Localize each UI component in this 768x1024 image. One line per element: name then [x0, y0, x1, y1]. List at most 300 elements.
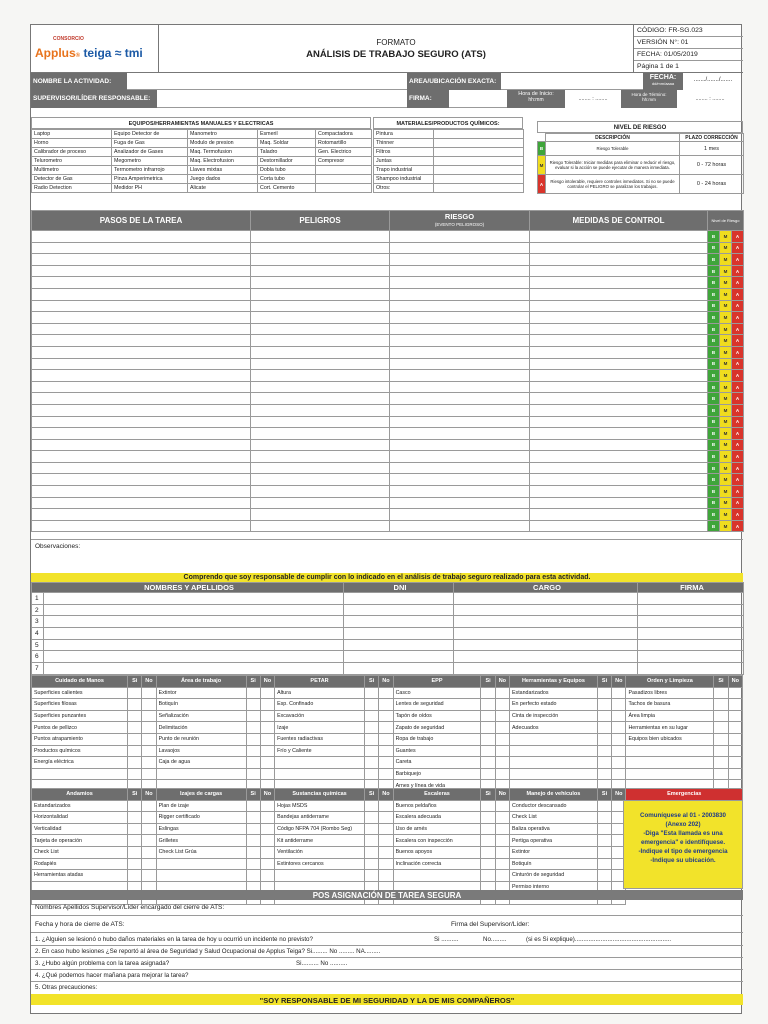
checklist-no-box[interactable]: [495, 812, 509, 824]
checklist-yes-box[interactable]: [364, 823, 378, 835]
risk-level-option[interactable]: M: [720, 346, 732, 358]
equipment-cell[interactable]: Maq. Electrofusion: [188, 157, 258, 166]
checklist-yes-box[interactable]: [481, 846, 495, 858]
equipment-cell[interactable]: Maq. Soldar: [258, 139, 316, 148]
checklist-no-box[interactable]: [260, 733, 274, 745]
checklist-yes-box[interactable]: [128, 699, 142, 711]
risk-level-option[interactable]: B: [708, 509, 720, 521]
hazard-cell[interactable]: [251, 462, 390, 474]
checklist-yes-box[interactable]: [481, 858, 495, 870]
checklist-no-box[interactable]: [728, 768, 742, 780]
risk-level-option[interactable]: M: [720, 300, 732, 312]
hazard-cell[interactable]: [251, 509, 390, 521]
equipment-cell[interactable]: Destornillador: [258, 157, 316, 166]
task-step-cell[interactable]: [32, 381, 251, 393]
hazard-cell[interactable]: [251, 254, 390, 266]
hazard-cell[interactable]: [251, 474, 390, 486]
checklist-yes-box[interactable]: [246, 846, 260, 858]
participant-dni-field[interactable]: [344, 616, 454, 628]
risk-level-option[interactable]: B: [708, 520, 720, 532]
hazard-cell[interactable]: [251, 451, 390, 463]
equipment-cell[interactable]: Analizador de Gases: [112, 148, 188, 157]
question-1-no[interactable]: No.........: [483, 936, 507, 943]
checklist-no-box[interactable]: [260, 846, 274, 858]
checklist-yes-box[interactable]: [597, 757, 611, 769]
risk-level-option[interactable]: A: [732, 393, 744, 405]
hazard-cell[interactable]: [251, 300, 390, 312]
checklist-yes-box[interactable]: [364, 699, 378, 711]
equipment-cell[interactable]: Gen. Electrico: [316, 148, 372, 157]
checklist-no-box[interactable]: [612, 757, 626, 769]
checklist-no-box[interactable]: [142, 757, 156, 769]
checklist-no-box[interactable]: [728, 722, 742, 734]
control-measure-cell[interactable]: [530, 265, 708, 277]
checklist-yes-box[interactable]: [481, 745, 495, 757]
checklist-no-box[interactable]: [260, 835, 274, 847]
checklist-yes-box[interactable]: [481, 699, 495, 711]
hazard-cell[interactable]: [251, 358, 390, 370]
risk-level-option[interactable]: M: [720, 370, 732, 382]
risk-event-cell[interactable]: [390, 474, 530, 486]
task-step-cell[interactable]: [32, 346, 251, 358]
participant-signature-field[interactable]: [638, 651, 744, 663]
checklist-yes-box[interactable]: [597, 733, 611, 745]
risk-level-option[interactable]: M: [720, 265, 732, 277]
hazard-cell[interactable]: [251, 439, 390, 451]
control-measure-cell[interactable]: [530, 254, 708, 266]
checklist-yes-box[interactable]: [128, 757, 142, 769]
risk-level-option[interactable]: A: [732, 300, 744, 312]
task-step-cell[interactable]: [32, 323, 251, 335]
risk-level-option[interactable]: A: [732, 474, 744, 486]
hazard-cell[interactable]: [251, 323, 390, 335]
checklist-yes-box[interactable]: [364, 800, 378, 812]
control-measure-cell[interactable]: [530, 312, 708, 324]
participant-dni-field[interactable]: [344, 663, 454, 675]
equipment-cell[interactable]: Megometro: [112, 157, 188, 166]
equipment-cell[interactable]: Horno: [32, 139, 112, 148]
hazard-cell[interactable]: [251, 335, 390, 347]
checklist-no-box[interactable]: [142, 823, 156, 835]
participant-name-field[interactable]: [44, 651, 344, 663]
participant-name-field[interactable]: [44, 663, 344, 675]
risk-level-option[interactable]: M: [720, 474, 732, 486]
activity-name-field[interactable]: [127, 73, 407, 90]
equipment-cell[interactable]: Telurometro: [32, 157, 112, 166]
checklist-no-box[interactable]: [495, 687, 509, 699]
checklist-yes-box[interactable]: [481, 733, 495, 745]
checklist-no-box[interactable]: [495, 858, 509, 870]
participant-role-field[interactable]: [454, 616, 638, 628]
control-measure-cell[interactable]: [530, 404, 708, 416]
checklist-yes-box[interactable]: [128, 745, 142, 757]
risk-level-option[interactable]: M: [720, 509, 732, 521]
risk-event-cell[interactable]: [390, 312, 530, 324]
task-step-cell[interactable]: [32, 497, 251, 509]
material-field[interactable]: [434, 139, 524, 148]
checklist-no-box[interactable]: [142, 870, 156, 882]
checklist-yes-box[interactable]: [246, 870, 260, 882]
question-1-explain[interactable]: (si es Si explique)........................................................: [526, 936, 672, 943]
checklist-yes-box[interactable]: [364, 835, 378, 847]
task-step-cell[interactable]: [32, 393, 251, 405]
control-measure-cell[interactable]: [530, 462, 708, 474]
equipment-cell[interactable]: Rotomartillo: [316, 139, 372, 148]
checklist-no-box[interactable]: [142, 768, 156, 780]
task-step-cell[interactable]: [32, 439, 251, 451]
checklist-yes-box[interactable]: [246, 722, 260, 734]
risk-level-option[interactable]: B: [708, 277, 720, 289]
risk-event-cell[interactable]: [390, 381, 530, 393]
participant-dni-field[interactable]: [344, 593, 454, 605]
risk-level-option[interactable]: B: [708, 393, 720, 405]
checklist-yes-box[interactable]: [128, 870, 142, 882]
equipment-cell[interactable]: Alicate: [188, 184, 258, 193]
participant-role-field[interactable]: [454, 628, 638, 640]
checklist-no-box[interactable]: [142, 687, 156, 699]
control-measure-cell[interactable]: [530, 439, 708, 451]
risk-event-cell[interactable]: [390, 451, 530, 463]
hazard-cell[interactable]: [251, 346, 390, 358]
equipment-cell[interactable]: Equipo Detector de: [112, 130, 188, 139]
task-step-cell[interactable]: [32, 428, 251, 440]
risk-level-option[interactable]: B: [708, 254, 720, 266]
participant-role-field[interactable]: [454, 604, 638, 616]
control-measure-cell[interactable]: [530, 323, 708, 335]
hazard-cell[interactable]: [251, 416, 390, 428]
risk-level-option[interactable]: B: [708, 288, 720, 300]
equipment-cell[interactable]: Corta tubo: [258, 175, 316, 184]
control-measure-cell[interactable]: [530, 393, 708, 405]
risk-level-option[interactable]: A: [732, 231, 744, 243]
risk-event-cell[interactable]: [390, 254, 530, 266]
risk-level-option[interactable]: B: [708, 486, 720, 498]
risk-event-cell[interactable]: [390, 370, 530, 382]
supervisor-field[interactable]: [157, 90, 407, 108]
checklist-yes-box[interactable]: [481, 812, 495, 824]
hazard-cell[interactable]: [251, 428, 390, 440]
equipment-cell[interactable]: Radio Detection: [32, 184, 112, 193]
start-time-field[interactable]: ........ : ........: [578, 96, 608, 102]
risk-level-option[interactable]: A: [732, 358, 744, 370]
control-measure-cell[interactable]: [530, 428, 708, 440]
equipment-cell[interactable]: Llaves mixtas: [188, 166, 258, 175]
equipment-cell[interactable]: Juego dados: [188, 175, 258, 184]
risk-event-cell[interactable]: [390, 486, 530, 498]
risk-level-option[interactable]: B: [708, 416, 720, 428]
checklist-yes-box[interactable]: [714, 699, 728, 711]
risk-level-option[interactable]: B: [708, 312, 720, 324]
checklist-yes-box[interactable]: [364, 757, 378, 769]
checklist-no-box[interactable]: [495, 722, 509, 734]
risk-event-cell[interactable]: [390, 265, 530, 277]
participant-signature-field[interactable]: [638, 663, 744, 675]
risk-level-option[interactable]: A: [732, 265, 744, 277]
risk-level-option[interactable]: M: [720, 381, 732, 393]
checklist-no-box[interactable]: [260, 722, 274, 734]
equipment-cell[interactable]: Pinza Amperimetrica: [112, 175, 188, 184]
checklist-yes-box[interactable]: [597, 800, 611, 812]
risk-level-option[interactable]: M: [720, 520, 732, 532]
checklist-no-box[interactable]: [379, 812, 393, 824]
equipment-cell[interactable]: [316, 166, 372, 175]
hazard-cell[interactable]: [251, 393, 390, 405]
checklist-no-box[interactable]: [142, 733, 156, 745]
checklist-no-box[interactable]: [142, 699, 156, 711]
checklist-yes-box[interactable]: [128, 800, 142, 812]
risk-level-option[interactable]: A: [732, 509, 744, 521]
checklist-no-box[interactable]: [495, 800, 509, 812]
checklist-yes-box[interactable]: [246, 768, 260, 780]
risk-level-option[interactable]: A: [732, 370, 744, 382]
checklist-yes-box[interactable]: [481, 710, 495, 722]
checklist-no-box[interactable]: [142, 846, 156, 858]
checklist-yes-box[interactable]: [597, 699, 611, 711]
participant-dni-field[interactable]: [344, 639, 454, 651]
task-step-cell[interactable]: [32, 462, 251, 474]
checklist-yes-box[interactable]: [128, 687, 142, 699]
hazard-cell[interactable]: [251, 370, 390, 382]
material-field[interactable]: [434, 157, 524, 166]
checklist-yes-box[interactable]: [128, 858, 142, 870]
task-step-cell[interactable]: [32, 358, 251, 370]
risk-level-option[interactable]: B: [708, 346, 720, 358]
checklist-yes-box[interactable]: [597, 812, 611, 824]
checklist-no-box[interactable]: [379, 757, 393, 769]
checklist-yes-box[interactable]: [597, 687, 611, 699]
risk-level-option[interactable]: B: [708, 370, 720, 382]
equipment-cell[interactable]: Fuga de Gas: [112, 139, 188, 148]
control-measure-cell[interactable]: [530, 300, 708, 312]
risk-event-cell[interactable]: [390, 300, 530, 312]
checklist-no-box[interactable]: [728, 687, 742, 699]
checklist-yes-box[interactable]: [246, 710, 260, 722]
checklist-yes-box[interactable]: [364, 870, 378, 882]
task-step-cell[interactable]: [32, 242, 251, 254]
risk-event-cell[interactable]: [390, 358, 530, 370]
participant-role-field[interactable]: [454, 639, 638, 651]
risk-level-option[interactable]: M: [720, 439, 732, 451]
risk-event-cell[interactable]: [390, 335, 530, 347]
risk-event-cell[interactable]: [390, 288, 530, 300]
control-measure-cell[interactable]: [530, 277, 708, 289]
equipment-cell[interactable]: Modulo de presion: [188, 139, 258, 148]
risk-level-option[interactable]: B: [708, 497, 720, 509]
control-measure-cell[interactable]: [530, 346, 708, 358]
risk-event-cell[interactable]: [390, 404, 530, 416]
checklist-yes-box[interactable]: [246, 800, 260, 812]
equipment-cell[interactable]: Manometro: [188, 130, 258, 139]
checklist-no-box[interactable]: [379, 710, 393, 722]
risk-level-option[interactable]: M: [720, 358, 732, 370]
observations-area[interactable]: [31, 539, 743, 571]
checklist-yes-box[interactable]: [246, 858, 260, 870]
task-step-cell[interactable]: [32, 300, 251, 312]
risk-event-cell[interactable]: [390, 231, 530, 243]
equipment-cell[interactable]: [316, 175, 372, 184]
participant-name-field[interactable]: [44, 639, 344, 651]
checklist-yes-box[interactable]: [714, 733, 728, 745]
risk-level-option[interactable]: A: [732, 346, 744, 358]
checklist-no-box[interactable]: [728, 745, 742, 757]
risk-event-cell[interactable]: [390, 242, 530, 254]
material-field[interactable]: [434, 175, 524, 184]
checklist-no-box[interactable]: [495, 757, 509, 769]
checklist-no-box[interactable]: [142, 835, 156, 847]
checklist-no-box[interactable]: [142, 858, 156, 870]
checklist-yes-box[interactable]: [597, 768, 611, 780]
checklist-yes-box[interactable]: [481, 722, 495, 734]
checklist-no-box[interactable]: [379, 870, 393, 882]
control-measure-cell[interactable]: [530, 497, 708, 509]
equipment-cell[interactable]: Calibrador de proceso: [32, 148, 112, 157]
checklist-yes-box[interactable]: [481, 768, 495, 780]
hazard-cell[interactable]: [251, 497, 390, 509]
hazard-cell[interactable]: [251, 486, 390, 498]
checklist-yes-box[interactable]: [597, 870, 611, 882]
checklist-no-box[interactable]: [612, 699, 626, 711]
equipment-cell[interactable]: Compactadora: [316, 130, 372, 139]
checklist-no-box[interactable]: [495, 710, 509, 722]
control-measure-cell[interactable]: [530, 242, 708, 254]
risk-level-option[interactable]: M: [720, 404, 732, 416]
checklist-no-box[interactable]: [495, 835, 509, 847]
risk-level-option[interactable]: A: [732, 404, 744, 416]
risk-level-option[interactable]: B: [708, 231, 720, 243]
checklist-no-box[interactable]: [495, 768, 509, 780]
participant-dni-field[interactable]: [344, 628, 454, 640]
checklist-yes-box[interactable]: [481, 757, 495, 769]
risk-event-cell[interactable]: [390, 509, 530, 521]
equipment-cell[interactable]: Esmeril: [258, 130, 316, 139]
checklist-yes-box[interactable]: [481, 823, 495, 835]
hazard-cell[interactable]: [251, 312, 390, 324]
checklist-yes-box[interactable]: [597, 745, 611, 757]
participant-name-field[interactable]: [44, 628, 344, 640]
checklist-yes-box[interactable]: [246, 733, 260, 745]
equipment-cell[interactable]: Maq. Termofusion: [188, 148, 258, 157]
risk-level-option[interactable]: M: [720, 312, 732, 324]
risk-level-option[interactable]: M: [720, 451, 732, 463]
checklist-no-box[interactable]: [260, 745, 274, 757]
checklist-no-box[interactable]: [612, 687, 626, 699]
checklist-yes-box[interactable]: [364, 733, 378, 745]
checklist-yes-box[interactable]: [128, 733, 142, 745]
checklist-yes-box[interactable]: [364, 768, 378, 780]
task-step-cell[interactable]: [32, 451, 251, 463]
checklist-no-box[interactable]: [379, 699, 393, 711]
checklist-no-box[interactable]: [495, 823, 509, 835]
checklist-no-box[interactable]: [260, 812, 274, 824]
risk-level-option[interactable]: A: [732, 520, 744, 532]
checklist-yes-box[interactable]: [246, 745, 260, 757]
date-field[interactable]: ......./......./.......: [693, 77, 733, 83]
checklist-no-box[interactable]: [260, 800, 274, 812]
risk-level-option[interactable]: M: [720, 486, 732, 498]
control-measure-cell[interactable]: [530, 288, 708, 300]
risk-level-option[interactable]: M: [720, 497, 732, 509]
checklist-yes-box[interactable]: [597, 846, 611, 858]
checklist-no-box[interactable]: [260, 710, 274, 722]
area-field[interactable]: [501, 73, 643, 90]
risk-event-cell[interactable]: [390, 416, 530, 428]
checklist-yes-box[interactable]: [128, 823, 142, 835]
checklist-no-box[interactable]: [612, 710, 626, 722]
risk-level-option[interactable]: B: [708, 428, 720, 440]
checklist-no-box[interactable]: [379, 823, 393, 835]
checklist-yes-box[interactable]: [246, 757, 260, 769]
risk-level-option[interactable]: A: [732, 242, 744, 254]
participant-signature-field[interactable]: [638, 639, 744, 651]
task-step-cell[interactable]: [32, 520, 251, 532]
risk-level-option[interactable]: M: [720, 277, 732, 289]
risk-level-option[interactable]: A: [732, 335, 744, 347]
task-step-cell[interactable]: [32, 277, 251, 289]
checklist-yes-box[interactable]: [364, 858, 378, 870]
risk-level-option[interactable]: B: [708, 265, 720, 277]
risk-event-cell[interactable]: [390, 277, 530, 289]
participant-name-field[interactable]: [44, 604, 344, 616]
checklist-yes-box[interactable]: [246, 699, 260, 711]
risk-level-option[interactable]: B: [708, 300, 720, 312]
risk-level-option[interactable]: B: [708, 335, 720, 347]
control-measure-cell[interactable]: [530, 370, 708, 382]
task-step-cell[interactable]: [32, 265, 251, 277]
checklist-yes-box[interactable]: [128, 710, 142, 722]
equipment-cell[interactable]: Dobla tubo: [258, 166, 316, 175]
equipment-cell[interactable]: Cort. Cemento: [258, 184, 316, 193]
checklist-no-box[interactable]: [612, 745, 626, 757]
control-measure-cell[interactable]: [530, 520, 708, 532]
checklist-no-box[interactable]: [379, 768, 393, 780]
checklist-no-box[interactable]: [495, 745, 509, 757]
checklist-no-box[interactable]: [142, 800, 156, 812]
checklist-no-box[interactable]: [379, 835, 393, 847]
participant-dni-field[interactable]: [344, 604, 454, 616]
equipment-cell[interactable]: Termometro infrarrojo: [112, 166, 188, 175]
risk-event-cell[interactable]: [390, 462, 530, 474]
task-step-cell[interactable]: [32, 335, 251, 347]
checklist-yes-box[interactable]: [714, 757, 728, 769]
task-step-cell[interactable]: [32, 312, 251, 324]
risk-level-option[interactable]: A: [732, 288, 744, 300]
checklist-no-box[interactable]: [142, 722, 156, 734]
risk-level-option[interactable]: M: [720, 242, 732, 254]
participant-dni-field[interactable]: [344, 651, 454, 663]
checklist-yes-box[interactable]: [714, 722, 728, 734]
checklist-yes-box[interactable]: [597, 858, 611, 870]
participant-signature-field[interactable]: [638, 616, 744, 628]
checklist-no-box[interactable]: [260, 858, 274, 870]
participant-signature-field[interactable]: [638, 628, 744, 640]
checklist-no-box[interactable]: [379, 733, 393, 745]
task-step-cell[interactable]: [32, 288, 251, 300]
risk-level-option[interactable]: A: [732, 416, 744, 428]
checklist-yes-box[interactable]: [246, 823, 260, 835]
participant-role-field[interactable]: [454, 593, 638, 605]
checklist-no-box[interactable]: [379, 722, 393, 734]
control-measure-cell[interactable]: [530, 486, 708, 498]
checklist-yes-box[interactable]: [128, 812, 142, 824]
risk-level-option[interactable]: M: [720, 462, 732, 474]
checklist-no-box[interactable]: [495, 733, 509, 745]
checklist-no-box[interactable]: [379, 745, 393, 757]
task-step-cell[interactable]: [32, 370, 251, 382]
checklist-no-box[interactable]: [612, 768, 626, 780]
hazard-cell[interactable]: [251, 381, 390, 393]
risk-level-option[interactable]: M: [720, 231, 732, 243]
control-measure-cell[interactable]: [530, 381, 708, 393]
